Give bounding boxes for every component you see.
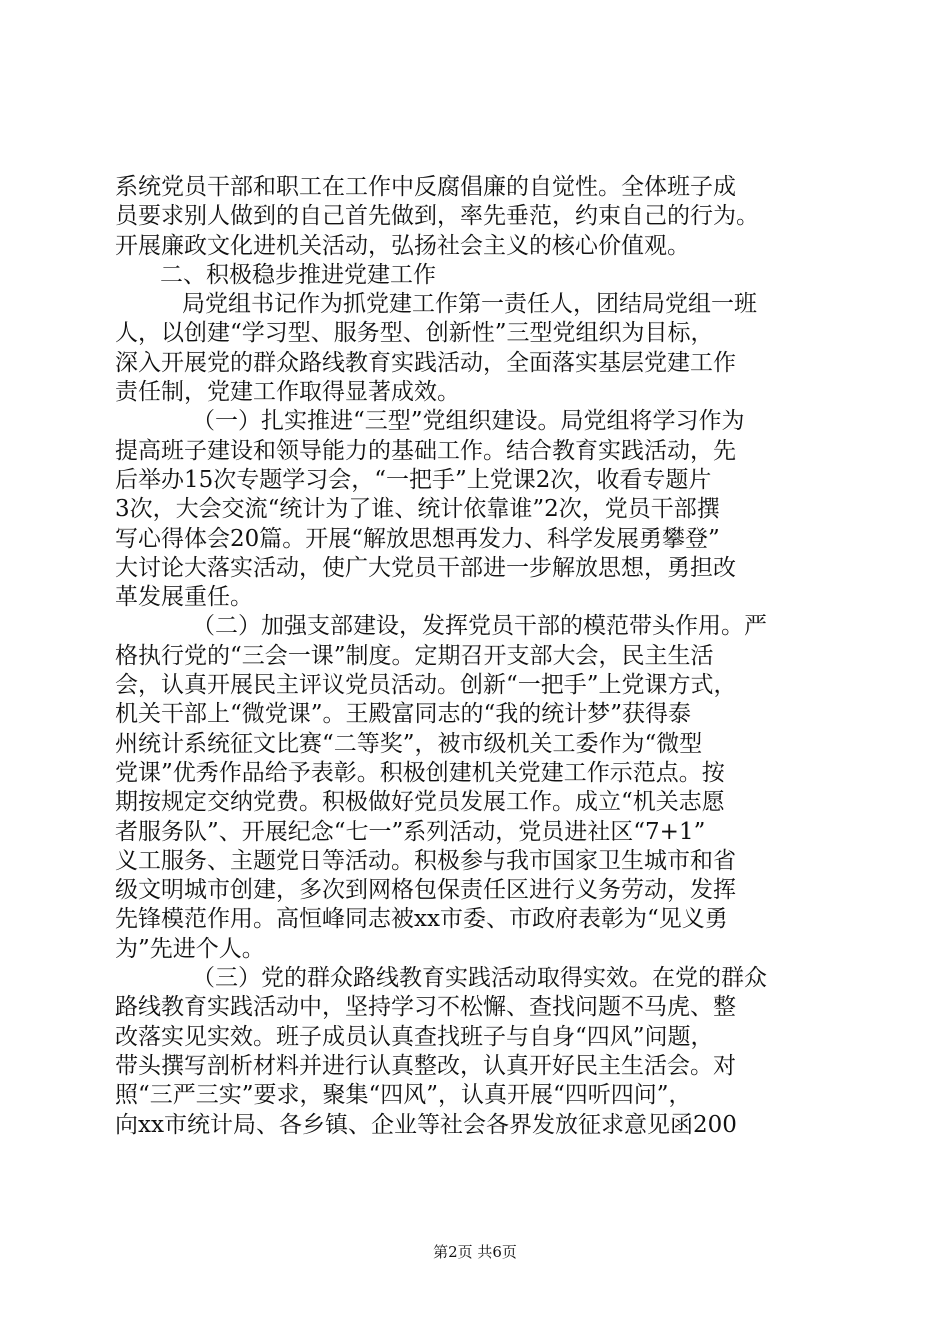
paragraph-line: 革发展重任。 <box>115 584 253 611</box>
paragraph-line: 写心得体会20篇。开展“解放思想再发力、科学发展勇攀登” <box>115 525 720 552</box>
paragraph-line: 系统党员干部和职工在工作中反腐倡廉的自觉性。全体班子成 <box>115 174 736 200</box>
paragraph-line: 照“三严三实”要求，聚集“四风”，认真开展“四听四问”， <box>115 1082 692 1109</box>
page-number: 第2页 共6页 <box>433 1243 517 1261</box>
paragraph-line: 先锋模范作用。高恒峰同志被xx市委、市政府表彰为“见义勇 <box>115 906 728 933</box>
paragraph-line: 局党组书记作为抓党建工作第一责任人，团结局党组一班 <box>182 291 757 318</box>
paragraph-line: 后举办15次专题学习会，“一把手”上党课2次，收看专题片 <box>115 466 712 493</box>
paragraph-line: 义工服务、主题党日等活动。积极参与我市国家卫生城市和省 <box>115 847 736 874</box>
paragraph-line: 改落实见实效。班子成员认真查找班子与自身“四风”问题， <box>115 1023 714 1050</box>
paragraph-line: 二、积极稳步推进党建工作 <box>160 261 436 288</box>
paragraph-line: 级文明城市创建，多次到网格包保责任区进行义务劳动，发挥 <box>115 877 736 904</box>
paragraph-line: 向xx市统计局、各乡镇、企业等社会各界发放征求意见函200 <box>115 1111 737 1138</box>
paragraph-line: 员要求别人做到的自己首先做到，率先垂范，约束自己的行为。 <box>115 203 759 230</box>
paragraph-line: 州统计系统征文比赛“二等奖”，被市级机关工委作为“微型 <box>115 730 703 757</box>
paragraph-line: 带头撰写剖析材料并进行认真整改，认真开好民主生活会。对 <box>115 1052 736 1079</box>
paragraph-line: 格执行党的“三会一课”制度。定期召开支部大会，民主生活 <box>115 642 714 669</box>
paragraph-line: 者服务队”、开展纪念“七一”系列活动，党员进社区“7+1” <box>115 818 706 845</box>
paragraph-line: 责任制，党建工作取得显著成效。 <box>115 379 460 406</box>
paragraph-line: 大讨论大落实活动，使广大党员干部进一步解放思想，勇担改 <box>115 554 736 581</box>
paragraph-line: 期按规定交纳党费。积极做好党员发展工作。成立“机关志愿 <box>115 789 725 816</box>
paragraph-line: （二）加强支部建设，发挥党员干部的模范带头作用。严 <box>192 613 767 640</box>
paragraph-line: 深入开展党的群众路线教育实践活动，全面落实基层党建工作 <box>115 349 736 376</box>
document-body <box>115 173 840 1140</box>
paragraph-line: 提高班子建设和领导能力的基础工作。结合教育实践活动，先 <box>115 437 736 464</box>
paragraph-line: 路线教育实践活动中，坚持学习不松懈、查找问题不马虎、整 <box>115 994 736 1021</box>
paragraph-line: 开展廉政文化进机关活动，弘扬社会主义的核心价值观。 <box>115 232 690 259</box>
paragraph-line: （三）党的群众路线教育实践活动取得实效。在党的群众 <box>192 965 767 992</box>
paragraph-line: 会，认真开展民主评议党员活动。创新“一把手”上党课方式， <box>115 672 737 699</box>
paragraph-line: （一）扎实推进“三型”党组织建设。局党组将学习作为 <box>192 408 745 435</box>
page-footer <box>0 1242 950 1262</box>
paragraph-line: 党课”优秀作品给予表彰。积极创建机关党建工作示范点。按 <box>115 759 725 786</box>
paragraph-line: 机关干部上“微党课”。王殿富同志的“我的统计梦”获得泰 <box>115 701 692 728</box>
paragraph-line: 为”先进个人。 <box>115 935 265 962</box>
paragraph-line: 人，以创建“学习型、服务型、创新性”三型党组织为目标， <box>115 320 714 347</box>
paragraph-line: 3次，大会交流“统计为了谁、统计依靠谁”2次，党员干部撰 <box>115 496 720 523</box>
